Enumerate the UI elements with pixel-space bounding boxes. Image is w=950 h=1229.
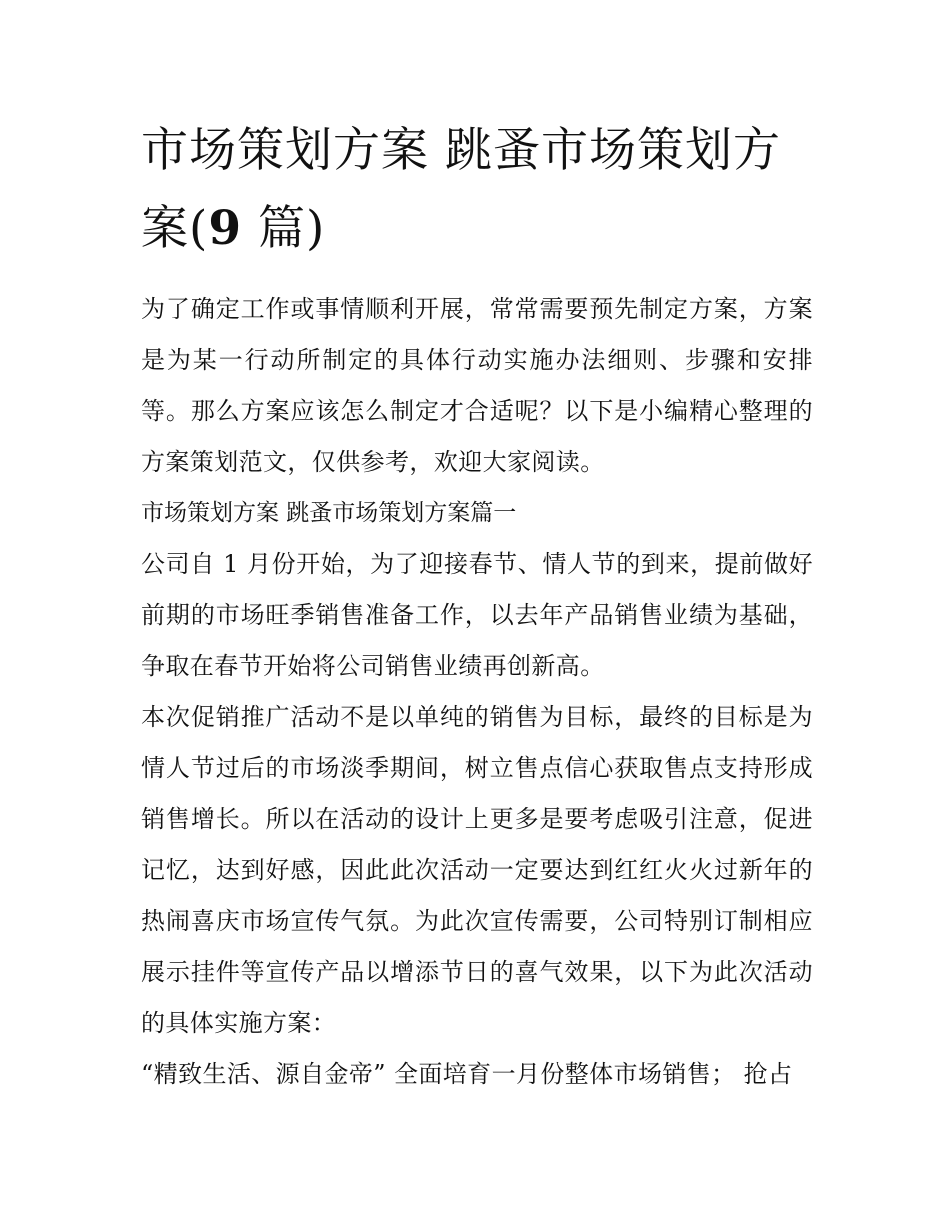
body-paragraph: 公司自 1 月份开始，为了迎接春节、情人节的到来，提前做好前期的市场旺季销售准备工作，以去年产品销售业绩为基础，争取在春节开始将公司销售业绩再创新高。 — [141, 550, 813, 680]
document-page — [141, 112, 813, 1100]
title-text-part2: 篇) — [242, 201, 326, 256]
section-heading: 市场策划方案 跳蚤市场策划方案篇一 — [141, 500, 517, 526]
title-text-part1: 市场策划方案 跳蚤市场策划方案( — [141, 123, 781, 256]
document-title — [141, 112, 813, 268]
body-paragraph: “精致生活、源自金帝” 全面培育一月份整体市场销售； 抢占 — [141, 1060, 793, 1088]
title-number: 9 — [208, 201, 243, 256]
body-paragraph: 本次促销推广活动不是以单纯的销售为目标，最终的目标是为情人节过后的市场淡季期间，树立售点信心获取售点支持形成销售增长。所以在活动的设计上更多是要考虑吸引注意，促进记忆，达到好感，因此此次活动一定要达到红红火火过新年的热闹喜庆市场宣传气氛。为此次宣传需要，公司特别订制相应展示挂件等宣传产品以增添节日的喜气效果，以下为此次活动的具体实施方案： — [141, 703, 813, 1037]
document-body — [141, 284, 813, 1100]
intro-paragraph: 为了确定工作或事情顺利开展，常常需要预先制定方案，方案是为某一行动所制定的具体行动实施办法细则、步骤和安排等。那么方案应该怎么制定才合适呢？以下是小编精心整理的方案策划范文，仅供参考，欢迎大家阅读。 — [141, 295, 813, 476]
